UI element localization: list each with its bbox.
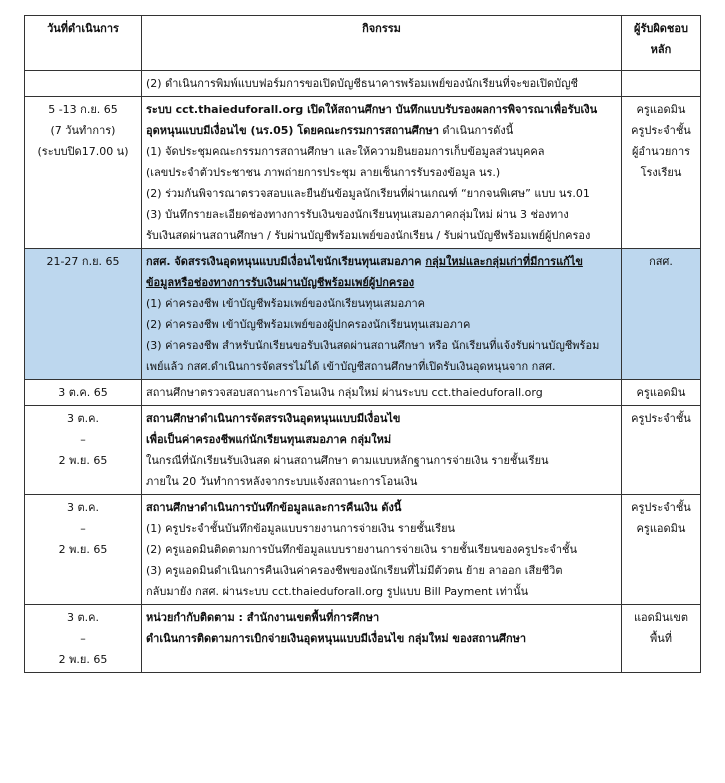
table-row (25, 97, 701, 249)
activity-title-cont (146, 120, 617, 141)
date-cell (25, 380, 142, 406)
date-line: 3 ต.ค. (67, 501, 99, 514)
activity-cell (142, 495, 622, 605)
table-row (25, 380, 701, 406)
activity-line: (1) จัดประชุมคณะกรรมการสถานศึกษา และให้ความยินยอมการเก็บข้อมูลส่วนบุคคล (146, 145, 545, 158)
date-cell (25, 605, 142, 673)
date-cell (25, 406, 142, 495)
activity-line: เพย์แล้ว กสศ.ดำเนินการจัดสรรไม่ได้ เข้าบัญชีสถานศึกษาที่เปิดรับเงินอุดหนุนจาก กสศ. (146, 360, 556, 373)
activity-line: (2) ครูแอดมินติดตามการบันทึกข้อมูลแบบรายงานการจ่ายเงิน รายชั้นเรียนของครูประจำชั้น (146, 543, 578, 556)
activity-line: (เลขประจำตัวประชาชน ภาพถ่ายการประชุม ลายเซ็นการรับรองข้อมูล นร.) (146, 166, 501, 179)
date-line: 21-27 ก.ย. 65 (46, 255, 120, 268)
activity-title-underline: ข้อมูลหรือช่องทางการรับเงินผ่านบัญชีพร้อมเพย์ผู้ปกครอง (146, 276, 415, 289)
date-line: 3 ต.ค. 65 (58, 386, 108, 399)
responsible-line: ครูแอดมิน (636, 522, 686, 535)
activity-line: (3) ค่าครองชีพ สำหรับนักเรียนขอรับเงินสดผ่านสถานศึกษา หรือ นักเรียนที่แจ้งรับผ่านบัญชีพร้อม (146, 339, 600, 352)
date-line: – (80, 632, 86, 645)
responsible-line: ครูประจำชั้น (631, 412, 691, 425)
schedule-table (24, 15, 701, 673)
responsible-line: ครูประจำชั้น (631, 124, 691, 137)
table-row (25, 495, 701, 605)
activity-cell (142, 406, 622, 495)
activity-line: (2) ร่วมกันพิจารณาตรวจสอบและยืนยันข้อมูลนักเรียนที่ผ่านเกณฑ์ “ยากจนพิเศษ” แบบ นร.01 (146, 187, 590, 200)
date-cell (25, 495, 142, 605)
date-line: 2 พ.ย. 65 (58, 653, 108, 666)
responsible-line: โรงเรียน (640, 166, 682, 179)
date-line: 3 ต.ค. (67, 611, 99, 624)
activity-title: สถานศึกษาดำเนินการจัดสรรเงินอุดหนุนแบบมีเงื่อนไข (146, 412, 401, 425)
activity-cell (142, 97, 622, 249)
activity-cell (142, 605, 622, 673)
responsible-line: ผู้อำนวยการ (631, 145, 691, 158)
activity-title: เพื่อเป็นค่าครองชีพแก่นักเรียนทุนเสมอภาค กลุ่มใหม่ (146, 433, 392, 446)
activity-title: หน่วยกำกับติดตาม : สำนักงานเขตพื้นที่การศึกษา (146, 611, 380, 624)
activity-line: (2) ดำเนินการพิมพ์แบบฟอร์มการขอเปิดบัญชีธนาคารพร้อมเพย์ของนักเรียนที่จะขอเปิดบัญชี (146, 77, 578, 90)
activity-title-normal: ดำเนินการดังนี้ (438, 124, 514, 137)
activity-title: ดำเนินการติดตามการเบิกจ่ายเงินอุดหนุนแบบมีเงื่อนไข กลุ่มใหม่ ของสถานศึกษา (146, 632, 527, 645)
header-responsible-line: ผู้รับผิดชอบ (634, 22, 688, 35)
responsible-cell (622, 605, 701, 673)
date-line: 2 พ.ย. 65 (58, 454, 108, 467)
responsible-line: ครูประจำชั้น (631, 501, 691, 514)
activity-line: ในกรณีที่นักเรียนรับเงินสด ผ่านสถานศึกษา ตามแบบหลักฐานการจ่ายเงิน รายชั้นเรียน (146, 454, 549, 467)
date-cell (25, 249, 142, 380)
date-line: – (80, 433, 86, 446)
activity-line: รับเงินสดผ่านสถานศึกษา / รับผ่านบัญชีพร้อมเพย์ของนักเรียน / รับผ่านบัญชีพร้อมเพย์ผู้ปกครอง (146, 229, 591, 242)
date-line: 3 ต.ค. (67, 412, 99, 425)
responsible-cell (622, 406, 701, 495)
table-row (25, 406, 701, 495)
responsible-line: พื้นที่ (649, 632, 673, 645)
header-date: วันที่ดำเนินการ (25, 16, 142, 71)
date-line: 5 -13 ก.ย. 65 (48, 103, 118, 116)
activity-line: (3) บันทึกรายละเอียดช่องทางการรับเงินของนักเรียนทุนเสมอภาคกลุ่มใหม่ ผ่าน 3 ช่องทาง (146, 208, 569, 221)
responsible-cell (622, 71, 701, 97)
activity-title-bold: อุดหนุนแบบมีเงื่อนไข (นร.05) โดยคณะกรรมการสถานศึกษา (146, 124, 439, 137)
date-line: 2 พ.ย. 65 (58, 543, 108, 556)
responsible-line: แอดมินเขต (633, 611, 689, 624)
activity-cell (142, 380, 622, 406)
activity-line: (2) ค่าครองชีพ เข้าบัญชีพร้อมเพย์ของผู้ปกครองนักเรียนทุนเสมอภาค (146, 318, 471, 331)
responsible-cell (622, 249, 701, 380)
activity-line: สถานศึกษาตรวจสอบสถานะการโอนเงิน กลุ่มใหม่ ผ่านระบบ cct.thaieduforall.org (146, 386, 543, 399)
header-row (25, 16, 701, 71)
activity-title (146, 251, 617, 272)
responsible-line: กสศ. (649, 255, 673, 268)
date-cell (25, 71, 142, 97)
activity-line: กลับมายัง กสศ. ผ่านระบบ cct.thaieduforall.org รูปแบบ Bill Payment เท่านั้น (146, 585, 529, 598)
activity-title: ระบบ cct.thaieduforall.org เปิดให้สถานศึกษา บันทึกแบบรับรองผลการพิจารณาเพื่อรับเงิน (146, 103, 598, 116)
table-row (25, 605, 701, 673)
activity-title-bold: กสศ. จัดสรรเงินอุดหนุนแบบมีเงื่อนไขนักเรียนทุนเสมอภาค (146, 255, 426, 268)
date-cell (25, 97, 142, 249)
activity-line: (1) ค่าครองชีพ เข้าบัญชีพร้อมเพย์ของนักเรียนทุนเสมอภาค (146, 297, 426, 310)
activity-cell (142, 71, 622, 97)
header-activity: กิจกรรม (142, 16, 622, 71)
header-responsible-line: หลัก (650, 43, 672, 56)
responsible-line: ครูแอดมิน (636, 386, 686, 399)
responsible-cell (622, 495, 701, 605)
date-line: (7 วันทำการ) (50, 124, 116, 137)
table-row (25, 71, 701, 97)
header-responsible (622, 16, 701, 71)
activity-line: ภายใน 20 วันทำการหลังจากระบบแจ้งสถานะการโอนเงิน (146, 475, 418, 488)
responsible-cell (622, 97, 701, 249)
date-line: (ระบบปิด17.00 น) (37, 145, 129, 158)
responsible-line: ครูแอดมิน (636, 103, 686, 116)
activity-title-underline: กลุ่มใหม่และกลุ่มเก่าที่มีการแก้ไข (425, 255, 583, 268)
activity-cell (142, 249, 622, 380)
activity-line: (3) ครูแอดมินดำเนินการคืนเงินค่าครองชีพของนักเรียนที่ไม่มีตัวตน ย้าย ลาออก เสียชีวิต (146, 564, 563, 577)
table-row-highlighted (25, 249, 701, 380)
activity-title: สถานศึกษาดำเนินการบันทึกข้อมูลและการคืนเงิน ดังนี้ (146, 501, 402, 514)
date-line: – (80, 522, 86, 535)
activity-line: (1) ครูประจำชั้นบันทึกข้อมูลแบบรายงานการจ่ายเงิน รายชั้นเรียน (146, 522, 456, 535)
responsible-cell (622, 380, 701, 406)
